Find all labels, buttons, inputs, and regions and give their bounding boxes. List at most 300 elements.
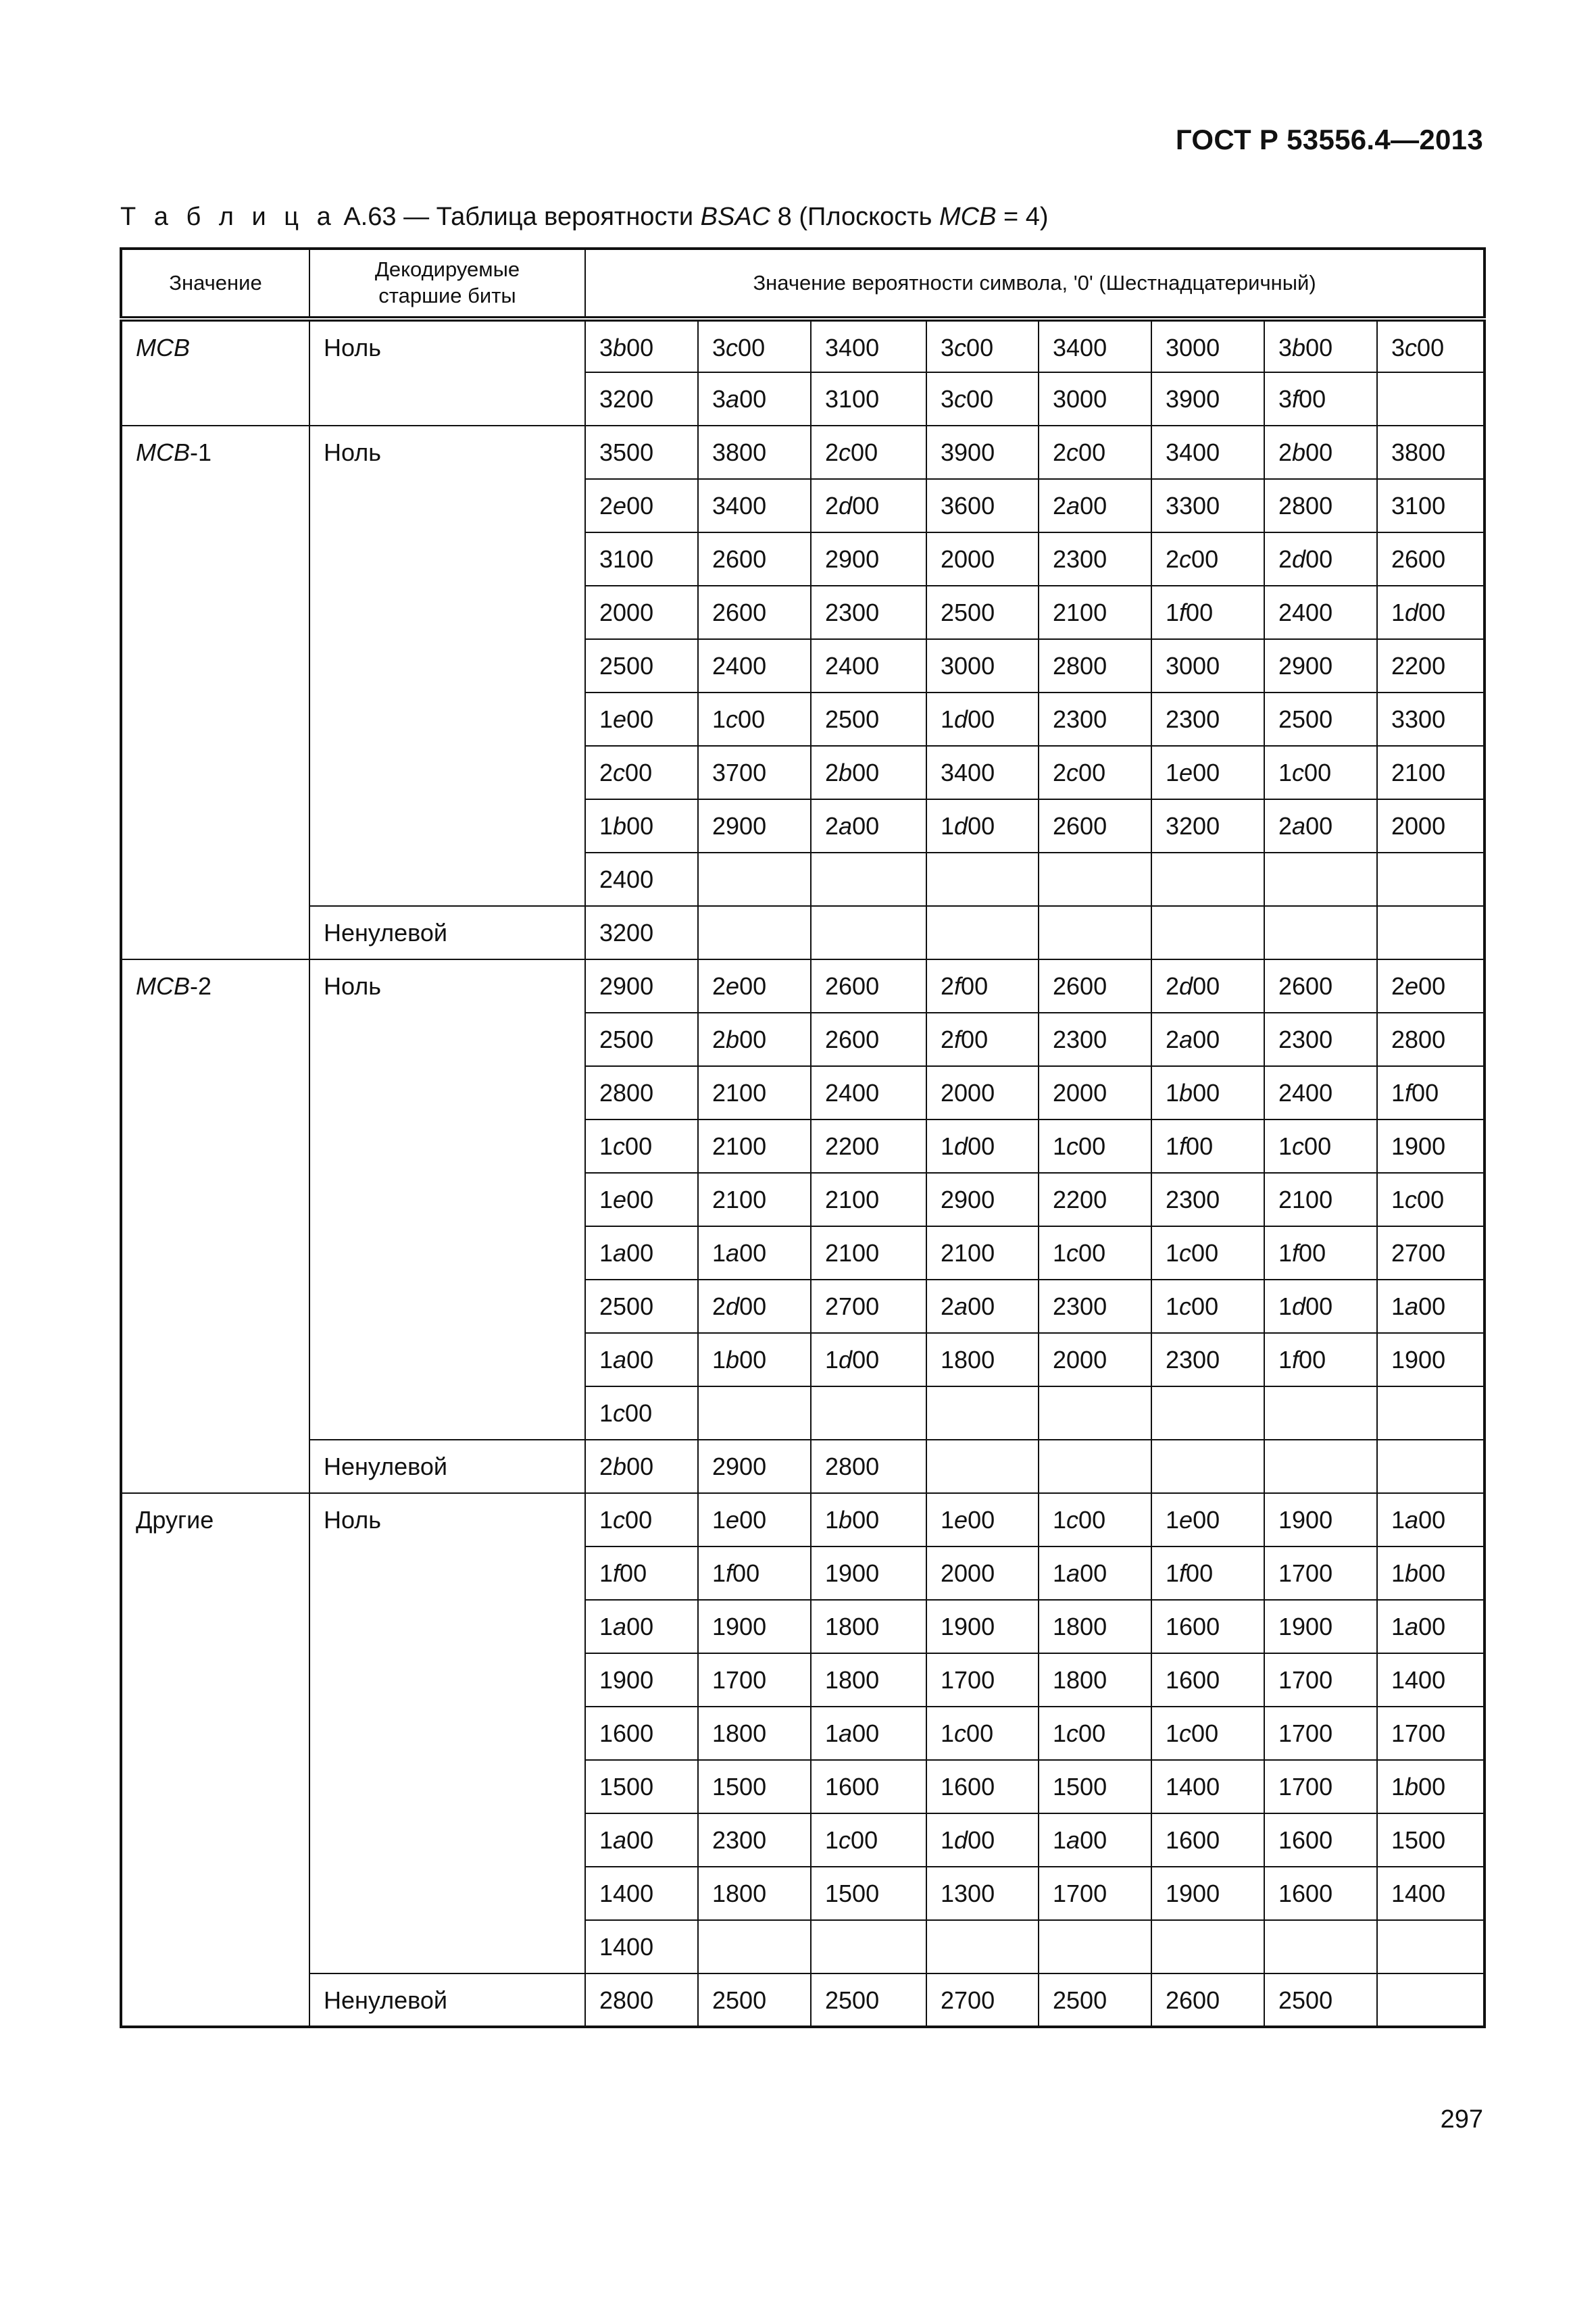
table-header-row [121, 249, 1485, 319]
probability-value-cell: 1900 [1151, 1867, 1264, 1920]
hex-letter: f [1179, 599, 1187, 626]
hex-letter: c [839, 1826, 851, 1854]
hex-letter: c [1066, 759, 1079, 786]
hex-letter: f [726, 1559, 733, 1587]
probability-value-cell: 3f00 [1264, 372, 1377, 426]
probability-value-cell: 3100 [1377, 479, 1485, 532]
probability-value-cell: 2600 [698, 586, 811, 639]
probability-value-cell: 2600 [698, 532, 811, 586]
probability-value-cell: 1700 [926, 1653, 1039, 1707]
probability-value-cell: 2900 [698, 799, 811, 853]
hex-letter: c [954, 334, 967, 361]
probability-value-cell [1377, 1440, 1485, 1493]
probability-value-cell: 1c00 [698, 693, 811, 746]
probability-value-cell: 2300 [1151, 693, 1264, 746]
probability-value-cell: 3200 [585, 906, 698, 959]
hex-letter: b [613, 334, 627, 361]
hex-letter: a [726, 385, 740, 413]
hex-letter: e [954, 1506, 968, 1534]
probability-value-cell: 1a00 [698, 1226, 811, 1280]
decoded-bits-cell: Ненулевой [309, 906, 585, 959]
hex-letter: c [1066, 1132, 1079, 1160]
probability-value-cell: 1900 [698, 1600, 811, 1653]
probability-value-cell: 1c00 [1151, 1280, 1264, 1333]
probability-value-cell: 3400 [1151, 426, 1264, 479]
hex-letter: f [1292, 1239, 1299, 1267]
probability-value-cell: 1800 [698, 1867, 811, 1920]
probability-value-cell: 2d00 [1151, 959, 1264, 1013]
hex-letter: a [954, 1292, 968, 1320]
probability-value-cell [811, 1386, 926, 1440]
hex-letter: d [839, 1346, 853, 1374]
probability-value-cell: 2000 [585, 586, 698, 639]
hex-letter: b [1179, 1079, 1193, 1107]
probability-value-cell: 3200 [1151, 799, 1264, 853]
hex-letter: c [1179, 545, 1192, 573]
hex-letter: d [954, 1132, 968, 1160]
hex-letter: d [954, 812, 968, 840]
probability-value-cell: 1f00 [1151, 1120, 1264, 1173]
probability-value-cell: 2600 [1377, 532, 1485, 586]
group-label-italic: MCB [136, 972, 190, 1000]
hex-letter: a [1066, 1826, 1080, 1854]
probability-value-cell: 1e00 [926, 1493, 1039, 1546]
probability-value-cell: 3900 [1151, 372, 1264, 426]
probability-value-cell: 1e00 [1151, 746, 1264, 799]
probability-value-cell: 1600 [1151, 1653, 1264, 1707]
probability-value-cell: 1600 [1151, 1813, 1264, 1867]
hex-letter: e [726, 1506, 740, 1534]
probability-value-cell: 2500 [811, 693, 926, 746]
hex-letter: c [1292, 759, 1305, 786]
probability-value-cell: 1e00 [585, 1173, 698, 1226]
probability-value-cell: 1500 [585, 1760, 698, 1813]
probability-value-cell: 1700 [1264, 1653, 1377, 1707]
page-number: 297 [1440, 2105, 1483, 2134]
probability-value-cell: 1600 [926, 1760, 1039, 1813]
probability-value-cell: 1600 [1264, 1813, 1377, 1867]
caption-title-mid: 8 (Плоскость [770, 203, 940, 231]
probability-value-cell: 1900 [926, 1600, 1039, 1653]
probability-value-cell: 1b00 [1151, 1066, 1264, 1120]
hex-letter: c [954, 385, 967, 413]
probability-value-cell: 2400 [698, 639, 811, 693]
probability-value-cell: 1a00 [585, 1813, 698, 1867]
group-label-cell [121, 959, 309, 1493]
probability-value-cell: 2e00 [698, 959, 811, 1013]
probability-value-cell: 1a00 [1377, 1493, 1485, 1546]
probability-value-cell: 2700 [811, 1280, 926, 1333]
probability-value-cell [1264, 1920, 1377, 1973]
hex-letter: a [1066, 492, 1080, 520]
hex-letter: d [954, 1826, 968, 1854]
probability-value-cell: 1400 [1377, 1867, 1485, 1920]
probability-value-cell: 1c00 [1039, 1493, 1151, 1546]
probability-value-cell: 1e00 [698, 1493, 811, 1546]
column-header-decoded-bits-line2: старшие биты [378, 284, 516, 307]
probability-value-cell: 3800 [698, 426, 811, 479]
hex-letter: a [1405, 1292, 1419, 1320]
probability-value-cell: 1800 [1039, 1653, 1151, 1707]
probability-value-cell: 2500 [585, 1013, 698, 1066]
hex-letter: a [1292, 812, 1306, 840]
hex-letter: b [839, 759, 853, 786]
probability-value-cell: 2800 [811, 1440, 926, 1493]
hex-letter: a [726, 1239, 740, 1267]
column-header-decoded-bits [309, 249, 585, 319]
probability-value-cell: 1b00 [698, 1333, 811, 1386]
probability-value-cell: 3c00 [698, 319, 811, 372]
hex-letter: b [1405, 1773, 1419, 1801]
probability-value-cell: 2a00 [1264, 799, 1377, 853]
probability-value-cell: 3000 [926, 639, 1039, 693]
probability-value-cell: 1d00 [1264, 1280, 1377, 1333]
decoded-bits-cell: Ненулевой [309, 1973, 585, 2027]
probability-value-cell: 2600 [1151, 1973, 1264, 2027]
probability-value-cell: 2000 [1039, 1333, 1151, 1386]
probability-value-cell: 1d00 [926, 693, 1039, 746]
probability-value-cell: 1700 [1264, 1546, 1377, 1600]
hex-letter: c [954, 1719, 967, 1747]
probability-value-cell: 1f00 [698, 1546, 811, 1600]
probability-value-cell: 2400 [585, 853, 698, 906]
probability-value-cell: 1f00 [1264, 1226, 1377, 1280]
probability-value-cell [1039, 853, 1151, 906]
probability-value-cell: 2900 [1264, 639, 1377, 693]
probability-value-cell: 2d00 [1264, 532, 1377, 586]
hex-letter: c [1179, 1239, 1192, 1267]
probability-value-cell: 2600 [811, 959, 926, 1013]
probability-value-cell [1151, 1920, 1264, 1973]
probability-value-cell: 1e00 [1151, 1493, 1264, 1546]
hex-letter: a [613, 1613, 627, 1640]
probability-value-cell: 2500 [698, 1973, 811, 2027]
probability-value-cell: 2300 [1151, 1333, 1264, 1386]
probability-value-cell: 1900 [1264, 1600, 1377, 1653]
hex-letter: b [1292, 334, 1306, 361]
probability-value-cell: 2500 [1039, 1973, 1151, 2027]
hex-letter: d [1405, 599, 1419, 626]
caption-label: Т а б л и ц а [120, 203, 336, 231]
probability-value-cell: 3400 [698, 479, 811, 532]
probability-value-cell: 2000 [926, 532, 1039, 586]
probability-value-cell: 1800 [698, 1707, 811, 1760]
probability-value-cell [1151, 853, 1264, 906]
probability-value-cell: 3c00 [926, 319, 1039, 372]
probability-value-cell: 1a00 [811, 1707, 926, 1760]
table-row [121, 1440, 1485, 1493]
probability-value-cell: 2c00 [585, 746, 698, 799]
probability-value-cell: 2800 [585, 1973, 698, 2027]
probability-value-cell: 2600 [1264, 959, 1377, 1013]
probability-value-cell: 2800 [1264, 479, 1377, 532]
probability-value-cell [926, 906, 1039, 959]
probability-value-cell: 1c00 [811, 1813, 926, 1867]
caption-number: А.63 [343, 203, 397, 231]
hex-letter: e [1179, 759, 1193, 786]
table-body [121, 319, 1485, 2027]
probability-value-cell [811, 906, 926, 959]
probability-value-cell: 2d00 [698, 1280, 811, 1333]
probability-value-cell: 2500 [926, 586, 1039, 639]
hex-letter: e [726, 972, 740, 1000]
probability-value-cell: 1c00 [1151, 1226, 1264, 1280]
table-row [121, 906, 1485, 959]
probability-value-cell: 1e00 [585, 693, 698, 746]
probability-value-cell: 1700 [698, 1653, 811, 1707]
probability-value-cell [698, 906, 811, 959]
probability-value-cell: 1400 [1151, 1760, 1264, 1813]
hex-letter: c [613, 759, 626, 786]
probability-value-cell: 2000 [1039, 1066, 1151, 1120]
table-row [121, 959, 1485, 1013]
probability-value-cell [1377, 853, 1485, 906]
hex-letter: c [1292, 1132, 1305, 1160]
hex-letter: c [1405, 1186, 1418, 1213]
probability-value-cell: 2100 [1039, 586, 1151, 639]
caption-title-suffix: = 4) [996, 203, 1049, 231]
probability-value-cell: 1c00 [585, 1493, 698, 1546]
table-caption [120, 203, 1049, 232]
probability-value-cell [1377, 1920, 1485, 1973]
hex-letter: f [954, 972, 962, 1000]
probability-value-cell [698, 853, 811, 906]
column-header-decoded-bits-line1: Декодируемые [374, 257, 520, 282]
probability-value-cell: 2100 [811, 1226, 926, 1280]
probability-value-cell: 2800 [585, 1066, 698, 1120]
probability-value-cell: 1f00 [1151, 1546, 1264, 1600]
probability-value-cell [1377, 1386, 1485, 1440]
probability-value-cell: 3b00 [1264, 319, 1377, 372]
hex-letter: f [1405, 1079, 1412, 1107]
hex-letter: a [1405, 1506, 1419, 1534]
hex-letter: b [1292, 438, 1306, 466]
hex-letter: b [839, 1506, 853, 1534]
probability-value-cell: 2500 [585, 1280, 698, 1333]
probability-value-cell: 2300 [811, 586, 926, 639]
probability-value-cell: 3300 [1151, 479, 1264, 532]
probability-value-cell: 1c00 [1039, 1226, 1151, 1280]
probability-value-cell: 1a00 [1377, 1280, 1485, 1333]
probability-value-cell: 2000 [926, 1066, 1039, 1120]
probability-value-cell: 2c00 [1151, 532, 1264, 586]
probability-value-cell: 1a00 [585, 1333, 698, 1386]
probability-value-cell: 1300 [926, 1867, 1039, 1920]
probability-value-cell [698, 1386, 811, 1440]
decoded-bits-cell: Ноль [309, 959, 585, 1440]
probability-value-cell: 2200 [1377, 639, 1485, 693]
probability-value-cell: 2800 [1377, 1013, 1485, 1066]
probability-value-cell: 2400 [811, 1066, 926, 1120]
hex-letter: f [1179, 1132, 1187, 1160]
probability-value-cell: 1900 [1377, 1120, 1485, 1173]
hex-letter: c [839, 438, 851, 466]
column-header-probability: Значение вероятности символа, '0' (Шестнадцатеричный) [585, 249, 1485, 319]
probability-value-cell: 1f00 [1151, 586, 1264, 639]
probability-value-cell: 2a00 [1039, 479, 1151, 532]
probability-value-cell: 3700 [698, 746, 811, 799]
probability-value-cell: 1c00 [926, 1707, 1039, 1760]
probability-value-cell: 2400 [1264, 1066, 1377, 1120]
probability-value-cell: 2600 [1039, 959, 1151, 1013]
probability-value-cell: 2400 [811, 639, 926, 693]
probability-value-cell: 1800 [811, 1653, 926, 1707]
probability-value-cell [811, 853, 926, 906]
table-row [121, 1973, 1485, 2027]
probability-value-cell: 2700 [1377, 1226, 1485, 1280]
probability-value-cell: 1500 [1039, 1760, 1151, 1813]
probability-value-cell: 3c00 [926, 372, 1039, 426]
probability-value-cell: 2700 [926, 1973, 1039, 2027]
probability-value-cell [1264, 853, 1377, 906]
probability-value-cell: 1b00 [1377, 1760, 1485, 1813]
probability-value-cell: 1800 [926, 1333, 1039, 1386]
probability-value-cell: 2300 [1039, 1280, 1151, 1333]
probability-value-cell: 1c00 [585, 1120, 698, 1173]
probability-value-cell: 2e00 [1377, 959, 1485, 1013]
probability-value-cell [1377, 1973, 1485, 2027]
probability-value-cell: 1800 [1039, 1600, 1151, 1653]
probability-value-cell: 3300 [1377, 693, 1485, 746]
probability-value-cell: 2500 [585, 639, 698, 693]
hex-letter: a [613, 1239, 627, 1267]
probability-value-cell: 3100 [811, 372, 926, 426]
probability-value-cell: 1d00 [811, 1333, 926, 1386]
group-label-suffix: -2 [190, 972, 212, 1000]
hex-letter: f [613, 1559, 620, 1587]
probability-value-cell: 2100 [1377, 746, 1485, 799]
probability-value-cell: 1900 [1377, 1333, 1485, 1386]
probability-value-cell: 1600 [1151, 1600, 1264, 1653]
probability-value-cell: 1a00 [585, 1226, 698, 1280]
probability-value-cell: 1a00 [1039, 1813, 1151, 1867]
probability-value-cell: 2b00 [698, 1013, 811, 1066]
probability-value-cell: 1c00 [1264, 746, 1377, 799]
probability-value-cell: 2c00 [1039, 426, 1151, 479]
probability-value-cell [1039, 1386, 1151, 1440]
probability-value-cell: 1700 [1264, 1707, 1377, 1760]
probability-value-cell: 1900 [811, 1546, 926, 1600]
hex-letter: b [613, 1453, 627, 1480]
probability-value-cell [926, 853, 1039, 906]
probability-value-cell: 1a00 [1377, 1600, 1485, 1653]
hex-letter: b [613, 812, 627, 840]
probability-value-cell: 2c00 [1039, 746, 1151, 799]
group-label-italic: MCB [136, 438, 190, 466]
probability-value-cell: 1c00 [1039, 1707, 1151, 1760]
probability-value-cell: 2900 [811, 532, 926, 586]
probability-value-cell: 2600 [1039, 799, 1151, 853]
probability-value-cell: 1900 [585, 1653, 698, 1707]
probability-value-cell: 2d00 [811, 479, 926, 532]
probability-value-cell: 1500 [1377, 1813, 1485, 1867]
hex-letter: e [1405, 972, 1419, 1000]
probability-value-cell [1039, 906, 1151, 959]
probability-value-cell: 2b00 [811, 746, 926, 799]
group-label-suffix: -1 [190, 438, 212, 466]
group-label-italic: MCB [136, 334, 190, 361]
probability-value-cell: 1500 [698, 1760, 811, 1813]
probability-value-cell: 1700 [1264, 1760, 1377, 1813]
probability-value-cell: 2900 [698, 1440, 811, 1493]
probability-value-cell: 1d00 [926, 799, 1039, 853]
probability-value-cell: 3000 [1151, 319, 1264, 372]
probability-value-cell: 2100 [1264, 1173, 1377, 1226]
probability-value-cell: 3b00 [585, 319, 698, 372]
probability-value-cell: 2400 [1264, 586, 1377, 639]
hex-letter: c [613, 1399, 626, 1427]
probability-value-cell: 2f00 [926, 1013, 1039, 1066]
table-row [121, 319, 1485, 372]
hex-letter: c [1066, 1719, 1079, 1747]
hex-letter: b [726, 1346, 740, 1374]
hex-letter: c [726, 334, 739, 361]
probability-value-cell [1151, 1386, 1264, 1440]
group-label-cell [121, 319, 309, 426]
probability-value-cell: 3400 [926, 746, 1039, 799]
probability-value-cell: 3800 [1377, 426, 1485, 479]
probability-value-cell: 3200 [585, 372, 698, 426]
probability-value-cell: 1c00 [1264, 1120, 1377, 1173]
probability-value-cell: 2a00 [1151, 1013, 1264, 1066]
probability-value-cell: 1b00 [811, 1493, 926, 1546]
hex-letter: f [954, 1026, 962, 1053]
probability-value-cell: 1a00 [585, 1600, 698, 1653]
probability-value-cell: 1c00 [1039, 1120, 1151, 1173]
probability-value-cell: 3c00 [1377, 319, 1485, 372]
decoded-bits-cell: Ноль [309, 1493, 585, 1973]
table-row [121, 426, 1485, 479]
probability-value-cell: 1600 [1264, 1867, 1377, 1920]
probability-value-cell: 1d00 [1377, 586, 1485, 639]
group-label-cell [121, 1493, 309, 2027]
hex-letter: d [1179, 972, 1193, 1000]
hex-letter: e [1179, 1506, 1193, 1534]
probability-value-cell [926, 1386, 1039, 1440]
hex-letter: c [1179, 1719, 1192, 1747]
probability-value-cell: 3900 [926, 426, 1039, 479]
probability-value-cell: 3500 [585, 426, 698, 479]
hex-letter: c [613, 1506, 626, 1534]
probability-value-cell: 2100 [698, 1066, 811, 1120]
probability-value-cell [1264, 906, 1377, 959]
probability-value-cell [926, 1920, 1039, 1973]
probability-value-cell: 2900 [926, 1173, 1039, 1226]
probability-value-cell: 2200 [811, 1120, 926, 1173]
table-row [121, 1493, 1485, 1546]
probability-value-cell: 2b00 [1264, 426, 1377, 479]
standard-code: ГОСТ Р 53556.4—2013 [1175, 124, 1483, 155]
probability-value-cell: 1f00 [585, 1546, 698, 1600]
hex-letter: a [839, 1719, 853, 1747]
probability-table [120, 247, 1486, 2028]
probability-value-cell: 2200 [1039, 1173, 1151, 1226]
probability-value-cell: 2500 [1264, 1973, 1377, 2027]
probability-value-cell [926, 1440, 1039, 1493]
caption-title-prefix: Таблица вероятности [436, 203, 694, 231]
probability-value-cell: 2300 [1039, 532, 1151, 586]
hex-letter: c [1405, 334, 1418, 361]
probability-value-cell: 2a00 [926, 1280, 1039, 1333]
hex-letter: c [1066, 1239, 1079, 1267]
probability-value-cell [1377, 372, 1485, 426]
probability-value-cell: 1f00 [1264, 1333, 1377, 1386]
probability-value-cell: 2b00 [585, 1440, 698, 1493]
decoded-bits-cell: Ненулевой [309, 1440, 585, 1493]
probability-value-cell: 2c00 [811, 426, 926, 479]
hex-letter: a [839, 812, 853, 840]
probability-value-cell: 2300 [1151, 1173, 1264, 1226]
